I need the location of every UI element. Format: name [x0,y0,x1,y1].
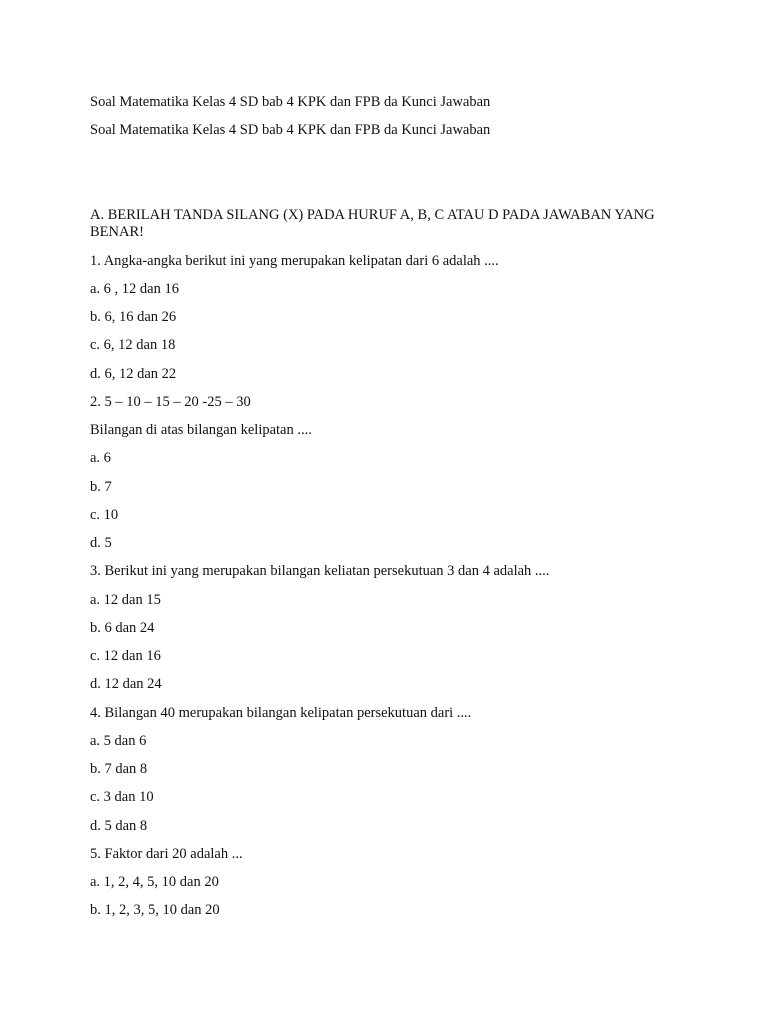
document-title: Soal Matematika Kelas 4 SD bab 4 KPK dan FPB da Kunci Jawaban [90,94,491,110]
question-3-text: 3. Berikut ini yang merupakan bilangan keliatan persekutuan 3 dan 4 adalah .... [90,563,550,579]
question-5-option-a: a. 1, 2, 4, 5, 10 dan 20 [90,874,219,890]
question-5-option-b: b. 1, 2, 3, 5, 10 dan 20 [90,902,220,918]
question-2-option-a: a. 6 [90,450,111,466]
question-1-option-d: d. 6, 12 dan 22 [90,366,177,382]
question-2-option-c: c. 10 [90,507,119,523]
question-5-text: 5. Faktor dari 20 adalah ... [90,846,243,862]
question-4-option-a: a. 5 dan 6 [90,733,147,749]
question-4-option-d: d. 5 dan 8 [90,818,148,834]
question-2-subtext: Bilangan di atas bilangan kelipatan .... [90,422,312,438]
question-1-option-a: a. 6 , 12 dan 16 [90,281,179,297]
question-3-option-c: c. 12 dan 16 [90,648,161,664]
document-title-repeat: Soal Matematika Kelas 4 SD bab 4 KPK dan FPB da Kunci Jawaban [90,122,491,138]
question-4-text: 4. Bilangan 40 merupakan bilangan kelipatan persekutuan dari .... [90,705,472,721]
question-4-option-b: b. 7 dan 8 [90,761,148,777]
question-2-option-d: d. 5 [90,535,112,551]
question-3-option-a: a. 12 dan 15 [90,592,161,608]
question-3-option-d: d. 12 dan 24 [90,676,162,692]
question-1-text: 1. Angka-angka berikut ini yang merupakan kelipatan dari 6 adalah .... [90,253,499,269]
question-2-option-b: b. 7 [90,479,112,495]
question-1-option-c: c. 6, 12 dan 18 [90,337,176,353]
question-1-option-b: b. 6, 16 dan 26 [90,309,177,325]
question-4-option-c: c. 3 dan 10 [90,789,154,805]
section-instruction: A. BERILAH TANDA SILANG (X) PADA HURUF A, B, C ATAU D PADA JAWABAN YANG BENAR! [90,207,655,240]
question-3-option-b: b. 6 dan 24 [90,620,155,636]
question-2-text: 2. 5 – 10 – 15 – 20 -25 – 30 [90,394,251,410]
